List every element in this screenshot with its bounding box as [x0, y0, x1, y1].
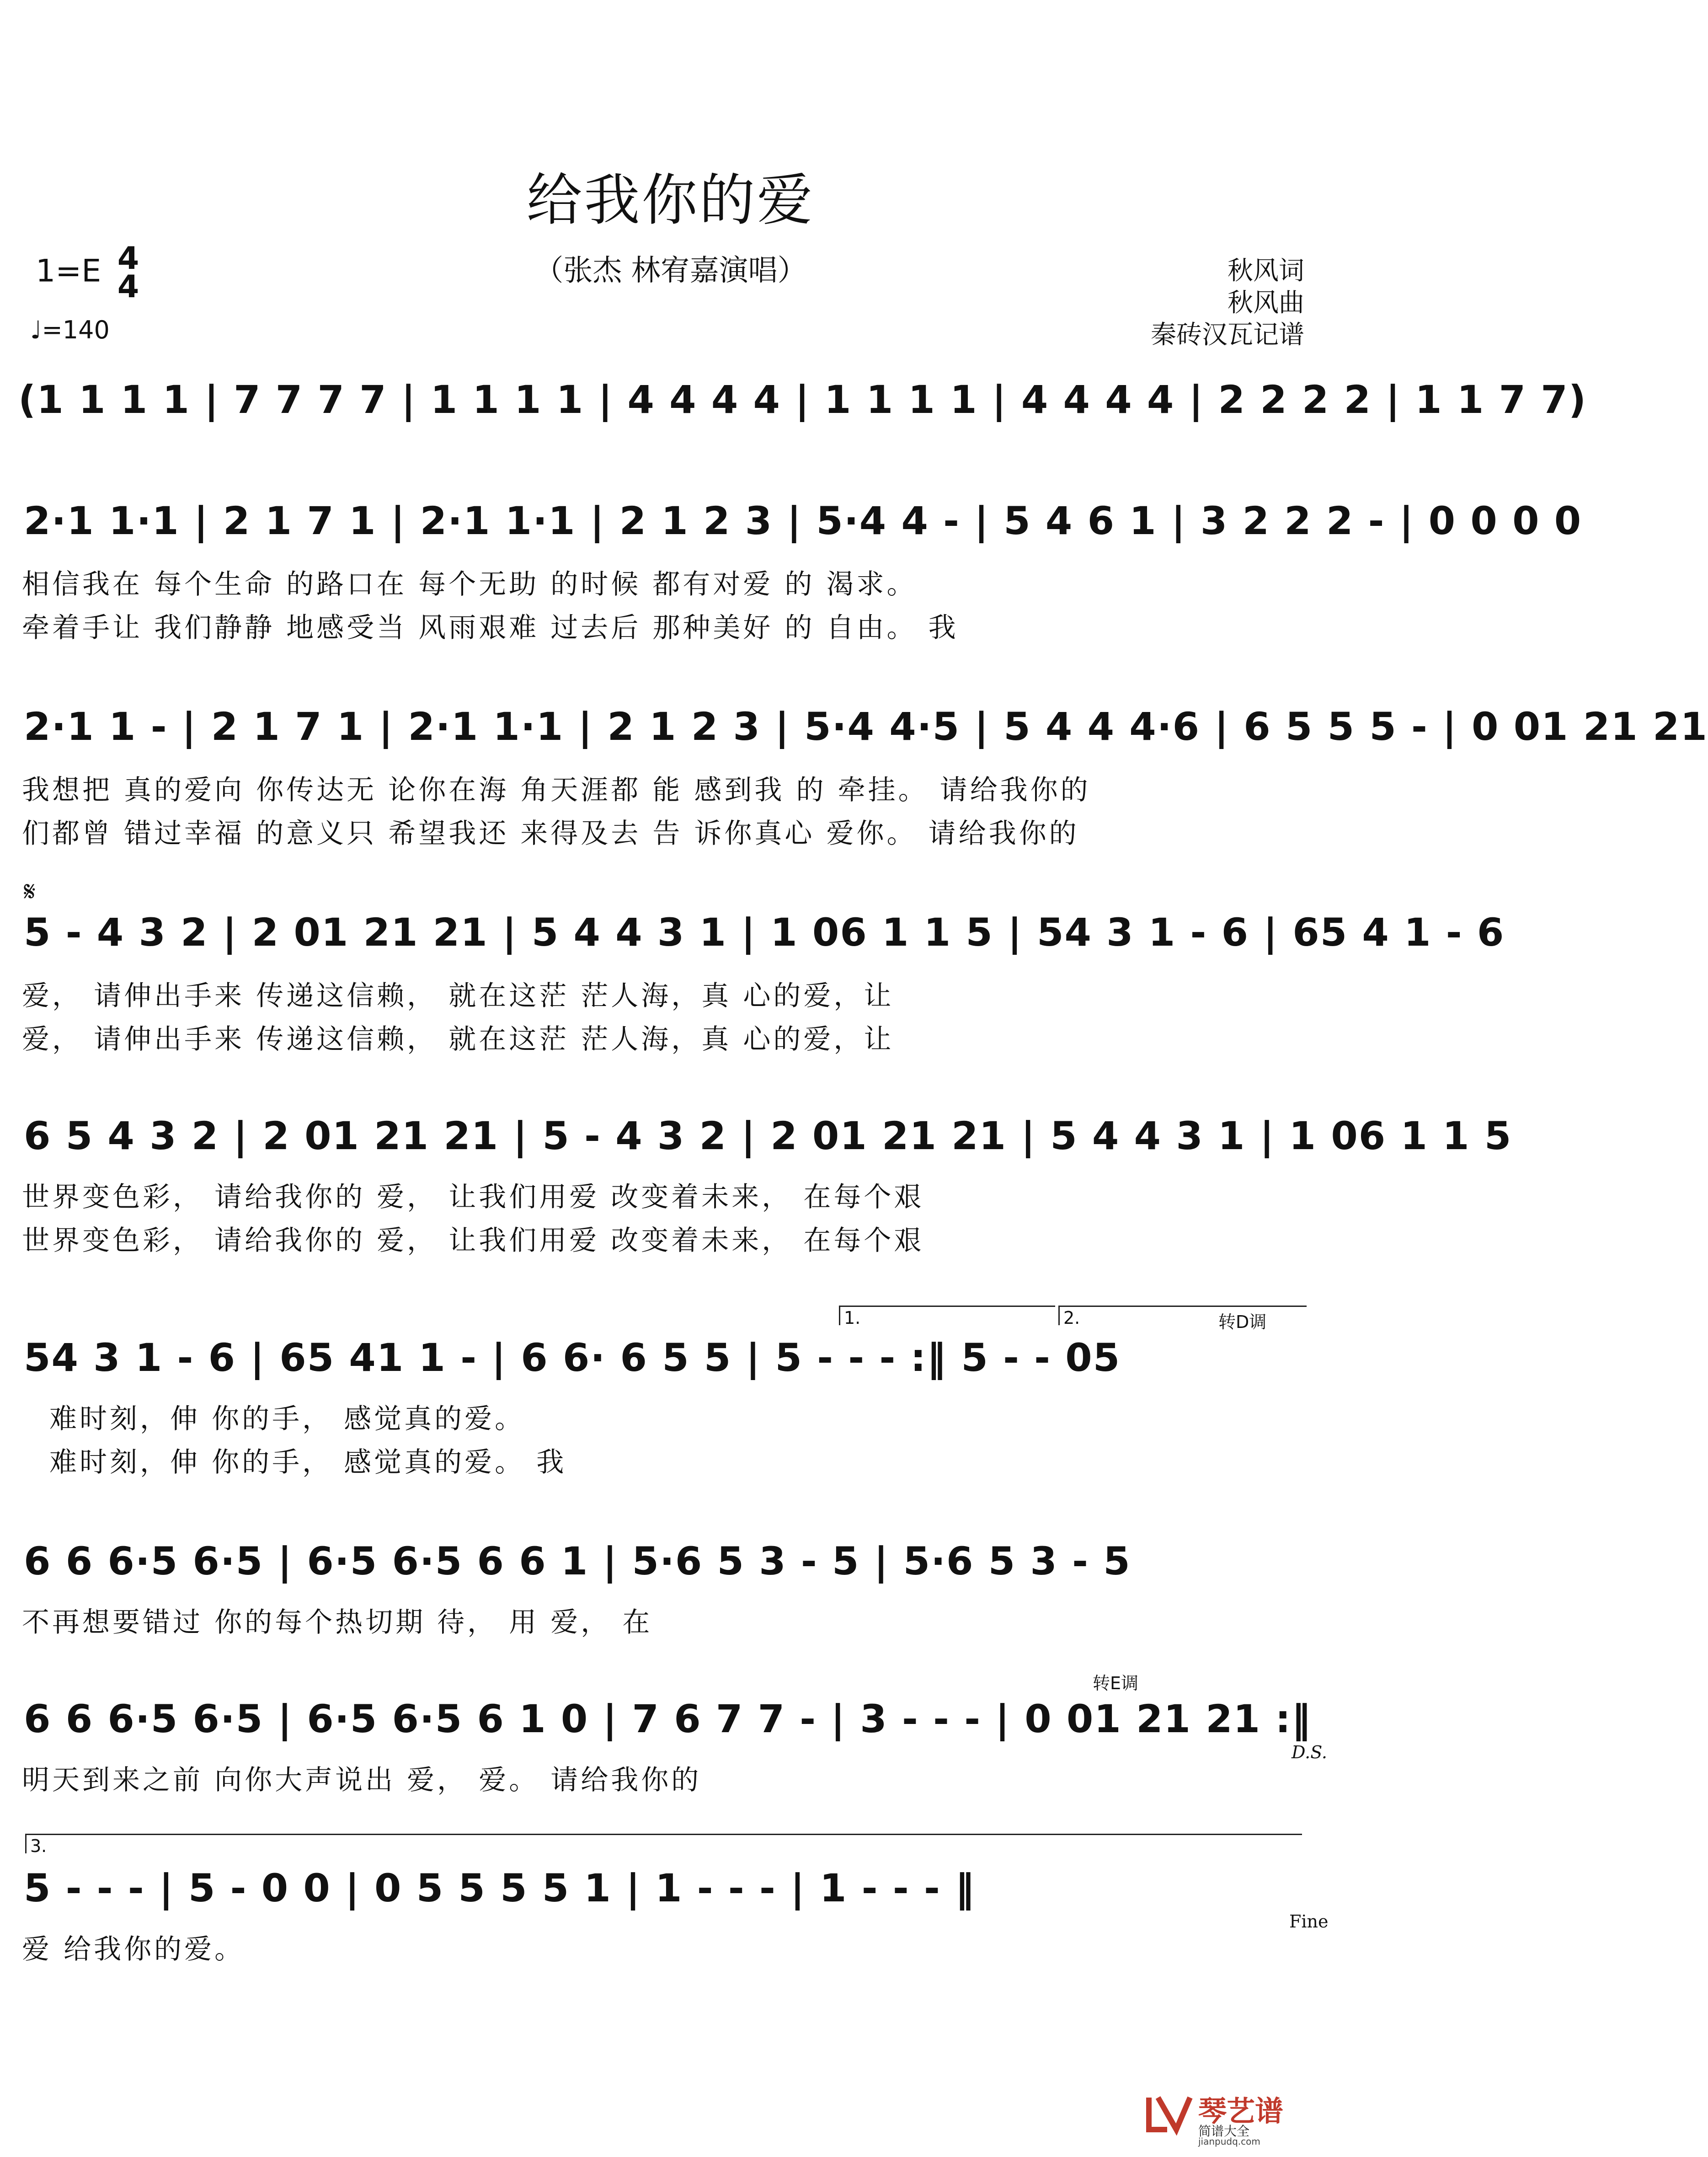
tempo-marking	[30, 316, 110, 344]
logo-subtitle: 简谱大全	[1198, 2124, 1250, 2139]
logo-url: jianpudq.com	[1198, 2136, 1260, 2147]
notation-line-7: 6 6 6·5 6·5 | 6·5 6·5 6 6 1 | 5·6 5 3 - 5 | 5·6 5 3 - 5	[24, 1539, 1131, 1584]
modulate-d-mark: 转D调	[1218, 1312, 1267, 1332]
time-signature	[117, 241, 139, 305]
notation-line-9: 5 - - - | 5 - 0 0 | 0 5 5 5 5 1 | 1 - - - | 1 - - - ‖	[24, 1866, 976, 1911]
lyric-line-3a: 我想把 真的爱向 你传达无 论你在海 角天涯都 能 感到我 的 牵挂。 请给我你的	[22, 774, 1091, 806]
lyric-line-2a: 相信我在 每个生命 的路口在 每个无助 的时候 都有对爱 的 渴求。	[22, 568, 917, 600]
tempo-value: =140	[42, 316, 110, 344]
lyric-line-6b: 难时刻，伸 你的手， 感觉真的爱。 我	[49, 1446, 567, 1478]
volta-bracket-3	[25, 1834, 1302, 1856]
logo-brand: 琴艺谱	[1198, 2094, 1284, 2128]
lyric-line-4a: 爱， 请伸出手来 传递这信赖， 就在这茫 茫人海，真 心的爱，让	[22, 980, 894, 1012]
lyric-line-5b: 世界变色彩， 请给我你的 爱， 让我们用爱 改变着未来， 在每个艰	[22, 1225, 924, 1257]
volta-2-label: 2.	[1063, 1308, 1080, 1328]
dal-segno-mark: D.S.	[1292, 1742, 1327, 1762]
logo-mark-icon	[1144, 2088, 1195, 2139]
performer-subtitle: （张杰 林宥嘉演唱）	[534, 254, 807, 288]
lyric-line-8: 明天到来之前 向你大声说出 爱， 爱。 请给我你的	[22, 1764, 702, 1796]
volta-3-label: 3.	[30, 1836, 47, 1856]
time-signature-top: 4	[117, 241, 139, 277]
volta-1-label: 1.	[844, 1308, 861, 1328]
lyric-line-3b: 们都曾 错过幸福 的意义只 希望我还 来得及去 告 诉你真心 爱你。 请给我你的	[22, 818, 1079, 850]
notation-line-6: 54 3 1 - 6 | 65 41 1 - | 6 6· 6 5 5 | 5 - - - :‖ 5 - - 05	[24, 1335, 1121, 1380]
notation-line-1: (1 1 1 1 | 7 7 7 7 | 1 1 1 1 | 4 4 4 4 | 1 1 1 1 | 4 4 4 4 | 2 2 2 2 | 1 1 7 7)	[18, 377, 1587, 422]
volta-bracket-1	[839, 1306, 1055, 1328]
lyric-line-9: 爱 给我你的爱。	[22, 1933, 245, 1965]
segno-sign: 𝄋	[24, 876, 36, 908]
composer-credit: 秋风曲	[1228, 288, 1304, 318]
key-signature	[36, 241, 139, 305]
notation-line-4: 5 - 4 3 2 | 2 01 21 21 | 5 4 4 3 1 | 1 06 1 1 5 | 54 3 1 - 6 | 65 4 1 - 6	[24, 910, 1505, 955]
key-label: 1=E	[36, 253, 101, 289]
notation-line-3: 2·1 1 - | 2 1 7 1 | 2·1 1·1 | 2 1 2 3 | 5·4 4·5 | 5 4 4 4·6 | 6 5 5 5 - | 0 01 21 21	[24, 704, 1708, 749]
modulate-e-mark: 转E调	[1093, 1673, 1139, 1693]
transcriber-credit: 秦砖汉瓦记谱	[1151, 320, 1304, 350]
fine-mark: Fine	[1289, 1911, 1329, 1932]
lyric-line-5a: 世界变色彩， 请给我你的 爱， 让我们用爱 改变着未来， 在每个艰	[22, 1181, 924, 1213]
song-title: 给我你的爱	[526, 168, 815, 233]
notation-line-5: 6 5 4 3 2 | 2 01 21 21 | 5 - 4 3 2 | 2 01 21 21 | 5 4 4 3 1 | 1 06 1 1 5	[24, 1113, 1512, 1158]
lyric-line-2b: 牵着手让 我们静静 地感受当 风雨艰难 过去后 那种美好 的 自由。 我	[22, 612, 959, 644]
lyric-line-7: 不再想要错过 你的每个热切期 待， 用 爱， 在	[22, 1606, 653, 1638]
quarter-note-icon: ♩	[30, 316, 42, 344]
lyric-line-4b: 爱， 请伸出手来 传递这信赖， 就在这茫 茫人海，真 心的爱，让	[22, 1023, 894, 1055]
time-signature-bottom: 4	[117, 269, 139, 305]
lyricist-credit: 秋风词	[1228, 256, 1304, 286]
lyric-line-6a: 难时刻，伸 你的手， 感觉真的爱。	[49, 1403, 525, 1435]
volta-bracket-2	[1058, 1306, 1307, 1328]
notation-line-2: 2·1 1·1 | 2 1 7 1 | 2·1 1·1 | 2 1 2 3 | 5·4 4 - | 5 4 6 1 | 3 2 2 2 - | 0 0 0 0	[24, 498, 1582, 543]
site-logo	[1144, 2088, 1309, 2147]
notation-line-8: 6 6 6·5 6·5 | 6·5 6·5 6 1 0 | 7 6 7 7 - | 3 - - - | 0 01 21 21 :‖	[24, 1697, 1312, 1741]
